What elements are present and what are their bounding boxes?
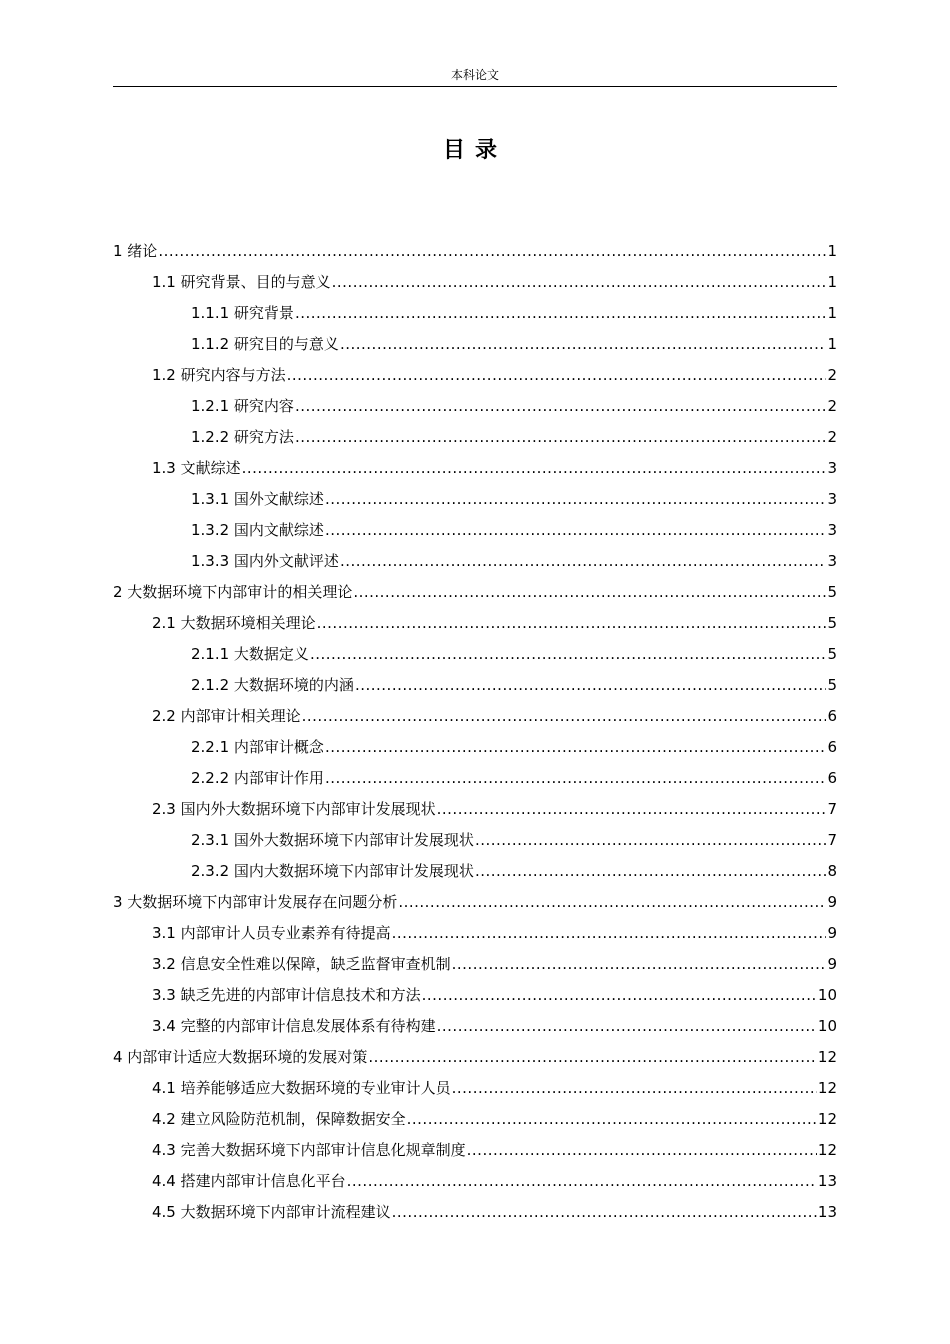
toc-entry-page-number: 10 — [817, 986, 837, 1004]
toc-entry[interactable] — [113, 949, 837, 980]
toc-entry-title: 2.3 国内外大数据环境下内部审计发展现状 — [152, 800, 436, 818]
toc-dot-leader — [422, 980, 817, 1011]
toc-entry-title: 2.3.2 国内大数据环境下内部审计发展现状 — [191, 862, 474, 880]
toc-dot-leader — [332, 267, 827, 298]
toc-dot-leader — [355, 670, 827, 701]
toc-entry[interactable] — [113, 515, 837, 546]
toc-entry[interactable] — [113, 236, 837, 267]
toc-dot-leader — [407, 1104, 817, 1135]
toc-entry-page-number: 5 — [827, 583, 837, 601]
toc-entry-page-number: 9 — [827, 893, 837, 911]
toc-entry-page-number: 3 — [827, 490, 837, 508]
toc-dot-leader — [325, 484, 827, 515]
toc-entry[interactable] — [113, 1135, 837, 1166]
toc-entry-title: 3 大数据环境下内部审计发展存在问题分析 — [113, 893, 398, 911]
toc-entry-page-number: 5 — [827, 676, 837, 694]
toc-entry[interactable] — [113, 422, 837, 453]
toc-entry[interactable] — [113, 1104, 837, 1135]
toc-entry-title: 2.1.2 大数据环境的内涵 — [191, 676, 354, 694]
toc-entry-title: 1.2 研究内容与方法 — [152, 366, 286, 384]
toc-dot-leader — [158, 236, 826, 267]
toc-entry-title: 1.2.2 研究方法 — [191, 428, 294, 446]
toc-entry-page-number: 2 — [827, 366, 837, 384]
toc-entry-title: 4.5 大数据环境下内部审计流程建议 — [152, 1203, 391, 1221]
toc-entry[interactable] — [113, 1166, 837, 1197]
toc-entry[interactable] — [113, 608, 837, 639]
toc-entry-page-number: 3 — [827, 552, 837, 570]
toc-dot-leader — [398, 887, 826, 918]
toc-entry-page-number: 6 — [827, 769, 837, 787]
toc-entry-page-number: 1 — [827, 273, 837, 291]
toc-entry-title: 1.3 文献综述 — [152, 459, 241, 477]
toc-entry[interactable] — [113, 670, 837, 701]
toc-entry-page-number: 3 — [827, 521, 837, 539]
toc-entry-page-number: 1 — [827, 335, 837, 353]
toc-entry[interactable] — [113, 1042, 837, 1073]
toc-entry[interactable] — [113, 763, 837, 794]
toc-entry-page-number: 6 — [827, 707, 837, 725]
toc-dot-leader — [340, 329, 827, 360]
toc-entry[interactable] — [113, 701, 837, 732]
toc-entry[interactable] — [113, 546, 837, 577]
toc-entry[interactable] — [113, 980, 837, 1011]
page-header — [113, 66, 837, 87]
toc-dot-leader — [347, 1166, 817, 1197]
toc-entry-title: 2.2.1 内部审计概念 — [191, 738, 324, 756]
toc-entry-page-number: 5 — [827, 614, 837, 632]
toc-entry-title: 2.1 大数据环境相关理论 — [152, 614, 316, 632]
toc-dot-leader — [437, 1011, 817, 1042]
toc-entry-title: 1.3.3 国内外文献评述 — [191, 552, 339, 570]
toc-entry-page-number: 1 — [827, 304, 837, 322]
toc-dot-leader — [295, 391, 827, 422]
toc-entry-page-number: 7 — [827, 800, 837, 818]
toc-entry-title: 3.1 内部审计人员专业素养有待提高 — [152, 924, 391, 942]
header-text: 本科论文 — [450, 68, 499, 82]
toc-entry-page-number: 12 — [817, 1110, 837, 1128]
toc-entry[interactable] — [113, 856, 837, 887]
toc-dot-leader — [437, 794, 827, 825]
toc-entry-title: 3.3 缺乏先进的内部审计信息技术和方法 — [152, 986, 421, 1004]
toc-dot-leader — [325, 515, 827, 546]
toc-dot-leader — [302, 701, 827, 732]
toc-entry-title: 1.2.1 研究内容 — [191, 397, 294, 415]
toc-entry-page-number: 6 — [827, 738, 837, 756]
toc-dot-leader — [452, 1073, 817, 1104]
toc-entry[interactable] — [113, 825, 837, 856]
toc-entry-title: 1.1 研究背景、目的与意义 — [152, 273, 331, 291]
toc-entry-page-number: 13 — [817, 1203, 837, 1221]
toc-entry[interactable] — [113, 298, 837, 329]
toc-dot-leader — [295, 422, 827, 453]
toc-dot-leader — [340, 546, 827, 577]
toc-entry[interactable] — [113, 267, 837, 298]
toc-entry-title: 2.2 内部审计相关理论 — [152, 707, 301, 725]
toc-entry[interactable] — [113, 732, 837, 763]
toc-entry[interactable] — [113, 1073, 837, 1104]
toc-entry-title: 1.3.1 国外文献综述 — [191, 490, 324, 508]
toc-entry[interactable] — [113, 887, 837, 918]
toc-entry[interactable] — [113, 453, 837, 484]
toc-dot-leader — [287, 360, 827, 391]
toc-entry[interactable] — [113, 329, 837, 360]
toc-entry-page-number: 9 — [827, 955, 837, 973]
toc-entry-page-number: 7 — [827, 831, 837, 849]
toc-entry-page-number: 2 — [827, 428, 837, 446]
toc-entry-title: 1.1.1 研究背景 — [191, 304, 294, 322]
toc-dot-leader — [475, 825, 827, 856]
toc-entry-title: 4.2 建立风险防范机制，保障数据安全 — [152, 1110, 406, 1128]
toc-entry-title: 4.1 培养能够适应大数据环境的专业审计人员 — [152, 1079, 451, 1097]
toc-entry[interactable] — [113, 1011, 837, 1042]
toc-dot-leader — [325, 732, 827, 763]
toc-entry-page-number: 9 — [827, 924, 837, 942]
toc-entry[interactable] — [113, 639, 837, 670]
toc-dot-leader — [467, 1135, 817, 1166]
toc-entry-title: 1.3.2 国内文献综述 — [191, 521, 324, 539]
toc-entry-title: 1.1.2 研究目的与意义 — [191, 335, 339, 353]
toc-entry[interactable] — [113, 794, 837, 825]
toc-entry-page-number: 10 — [817, 1017, 837, 1035]
toc-list — [113, 236, 837, 1228]
toc-entry-title: 2.3.1 国外大数据环境下内部审计发展现状 — [191, 831, 474, 849]
toc-entry-title: 2 大数据环境下内部审计的相关理论 — [113, 583, 353, 601]
toc-dot-leader — [317, 608, 827, 639]
toc-entry-title: 4.4 搭建内部审计信息化平台 — [152, 1172, 346, 1190]
toc-entry[interactable] — [113, 577, 837, 608]
toc-entry[interactable] — [113, 918, 837, 949]
toc-entry-page-number: 3 — [827, 459, 837, 477]
toc-entry-page-number: 8 — [827, 862, 837, 880]
toc-entry[interactable] — [113, 360, 837, 391]
toc-entry-page-number: 12 — [817, 1141, 837, 1159]
toc-dot-leader — [392, 918, 827, 949]
toc-entry[interactable] — [113, 1197, 837, 1228]
toc-entry-title: 1 绪论 — [113, 242, 158, 260]
toc-entry-page-number: 13 — [817, 1172, 837, 1190]
toc-dot-leader — [353, 577, 826, 608]
toc-entry[interactable] — [113, 484, 837, 515]
toc-entry-page-number: 12 — [817, 1048, 837, 1066]
toc-dot-leader — [452, 949, 827, 980]
toc-dot-leader — [242, 453, 827, 484]
toc-entry[interactable] — [113, 391, 837, 422]
toc-dot-leader — [310, 639, 827, 670]
toc-entry-title: 2.2.2 内部审计作用 — [191, 769, 324, 787]
toc-dot-leader — [368, 1042, 817, 1073]
toc-dot-leader — [392, 1197, 817, 1228]
toc-entry-page-number: 2 — [827, 397, 837, 415]
toc-dot-leader — [295, 298, 827, 329]
toc-entry-page-number: 1 — [827, 242, 837, 260]
toc-entry-page-number: 5 — [827, 645, 837, 663]
toc-dot-leader — [325, 763, 827, 794]
toc-entry-title: 3.2 信息安全性难以保障，缺乏监督审查机制 — [152, 955, 451, 973]
toc-entry-title: 4 内部审计适应大数据环境的发展对策 — [113, 1048, 368, 1066]
toc-entry-page-number: 12 — [817, 1079, 837, 1097]
toc-title: 目录 — [442, 138, 507, 163]
toc-entry-title: 2.1.1 大数据定义 — [191, 645, 309, 663]
toc-dot-leader — [475, 856, 827, 887]
toc-entry-title: 3.4 完整的内部审计信息发展体系有待构建 — [152, 1017, 436, 1035]
toc-entry-title: 4.3 完善大数据环境下内部审计信息化规章制度 — [152, 1141, 466, 1159]
